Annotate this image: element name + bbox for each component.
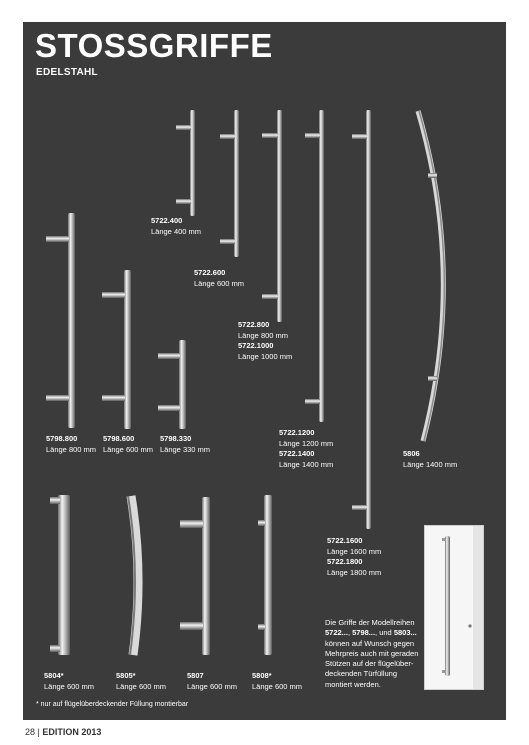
product-label-5805: [116, 671, 166, 692]
info-part1: Die Griffe der Modellreihen: [325, 618, 415, 627]
product-length: Länge 600 mm: [116, 681, 167, 691]
handle-5798-600: [102, 270, 131, 429]
door-illustration: [425, 526, 483, 689]
page-number: 28: [25, 727, 36, 737]
edition-label: EDITION 2013: [42, 727, 102, 737]
product-label-5806: [403, 449, 457, 470]
info-part2: können auf Wunsch gegen Mehrpreis auch mit geraden Stützen auf der flügelüber-deckenden Türfüllung montiert werden.: [325, 638, 419, 689]
product-length: Länge 1200 mm: [279, 438, 334, 448]
product-label-5798-330: [160, 434, 210, 455]
product-id: 5807: [187, 671, 204, 680]
product-id: 5722.400: [151, 216, 183, 225]
product-id: 5722.800: [238, 320, 270, 329]
product-length: Länge 400 mm: [151, 226, 202, 236]
product-label-5798-800: [46, 434, 96, 455]
page-footer: [25, 727, 101, 737]
product-label-5798-600: [103, 434, 153, 455]
product-length: Länge 1400 mm: [279, 459, 334, 469]
info-sep1: ,: [347, 628, 353, 638]
product-label-5807: [187, 671, 237, 692]
product-length: Länge 600 mm: [194, 278, 245, 288]
info-model1: 5722...: [325, 628, 348, 638]
product-label-5722-600: [194, 268, 244, 289]
handle-5722-1600: [352, 110, 371, 529]
product-id: 5798.800: [46, 434, 78, 443]
handle-5805: [128, 496, 138, 655]
mounting-info-text: [325, 618, 425, 690]
info-sep2: , und: [375, 628, 394, 638]
product-label-5804: [44, 671, 94, 692]
product-id: 5722.600: [194, 268, 226, 277]
handle-5798-330: [158, 340, 186, 429]
handle-5806: [418, 111, 444, 441]
product-length: Länge 330 mm: [160, 444, 211, 454]
handle-5804: [50, 495, 70, 655]
handle-5722-800: [262, 110, 282, 322]
product-length: Länge 1600 mm: [327, 546, 382, 556]
product-label-5808: [252, 671, 302, 692]
product-label-5722-800: [238, 320, 292, 362]
page-title: STOSSGRIFFE: [35, 27, 273, 64]
product-length: Länge 1800 mm: [327, 567, 382, 577]
product-length: Länge 600 mm: [103, 444, 154, 454]
product-label-5722-1200: [279, 428, 333, 470]
handle-5798-800: [46, 213, 75, 428]
product-id: 5722.1000: [238, 341, 274, 350]
handle-5722-1200: [305, 110, 324, 422]
product-length: Länge 1400 mm: [403, 459, 458, 469]
info-model3: 5803...: [393, 628, 417, 638]
product-id: 5804*: [44, 671, 64, 680]
product-length: Länge 600 mm: [252, 681, 303, 691]
product-id: 5798.600: [103, 434, 135, 443]
product-label-5722-1600: [327, 536, 381, 578]
product-length: Länge 600 mm: [44, 681, 95, 691]
footer-separator: |: [37, 727, 40, 737]
product-id: 5722.1600: [327, 536, 363, 545]
product-id: 5798.330: [160, 434, 192, 443]
product-id: 5722.1200: [279, 428, 315, 437]
handle-5722-600: [220, 110, 239, 257]
product-length: Länge 800 mm: [46, 444, 97, 454]
info-model2: 5798...: [352, 628, 376, 638]
product-id: 5722.1800: [327, 557, 363, 566]
product-id: 5805*: [116, 671, 136, 680]
footnote: * nur auf flügelüberdeckender Füllung montierbar: [36, 701, 189, 708]
product-label-5722-400: [151, 216, 201, 237]
product-length: Länge 1000 mm: [238, 351, 293, 361]
handle-5808: [258, 495, 272, 655]
handle-5807: [180, 497, 210, 655]
handle-5722-400: [176, 110, 195, 216]
product-id: 5808*: [252, 671, 272, 680]
page-subtitle: EDELSTAHL: [36, 67, 98, 78]
door-photo: [424, 525, 484, 690]
product-id: 5722.1400: [279, 449, 315, 458]
product-id: 5806: [403, 449, 420, 458]
product-length: Länge 600 mm: [187, 681, 238, 691]
product-length: Länge 800 mm: [238, 330, 289, 340]
